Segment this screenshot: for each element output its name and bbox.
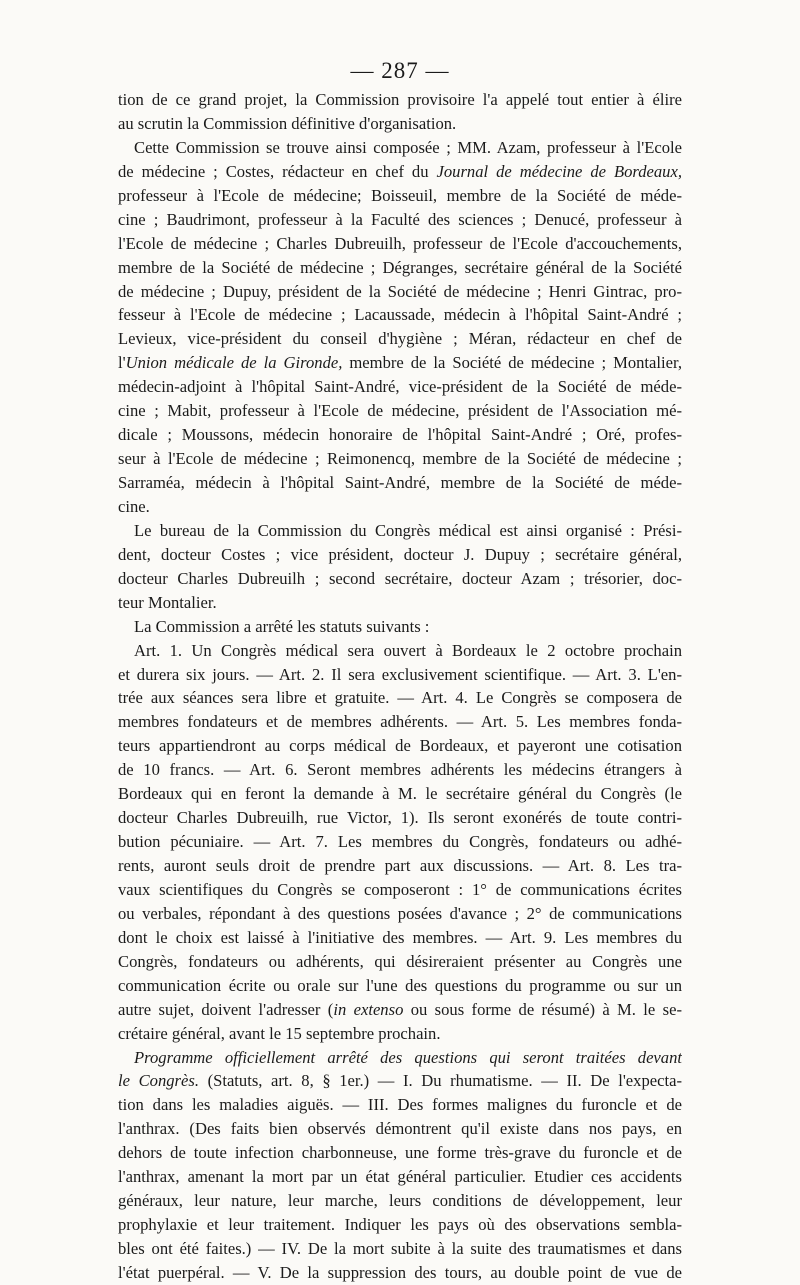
text-segment: membre de la Société de médecine ; Dégranges, secrétaire général de la Société — [118, 257, 682, 277]
text-line — [118, 567, 682, 591]
text-line — [118, 974, 682, 998]
text-segment: dont le choix est laissé à l'initiative des membres. — Art. 9. Les membres du — [118, 927, 682, 947]
text-segment: cine. — [118, 496, 150, 516]
text-segment: ou verbales, répondant à des questions posées d'avance ; 2° de communications — [118, 903, 682, 923]
text-segment: Levieux, vice-président du conseil d'hygiène ; Méran, rédacteur en chef de — [118, 329, 682, 349]
text-segment: teurs appartiendront au corps médical de Bordeaux, et payeront une cotisation — [118, 736, 682, 756]
text-segment: Congrès, fondateurs ou adhérents, qui désireraient présenter au Congrès une — [118, 951, 682, 971]
text-line — [118, 160, 682, 184]
text-line — [118, 1165, 682, 1189]
text-segment: tion dans les maladies aiguës. — III. Des formes malignes du furoncle et de — [118, 1095, 682, 1115]
text-line — [118, 1237, 682, 1261]
text-line — [118, 256, 682, 280]
text-line — [118, 1022, 682, 1046]
text-segment: tion de ce grand projet, la Commission provisoire l'a appelé tout entier à élire — [118, 90, 682, 109]
text-line — [118, 184, 682, 208]
text-segment: de médecine ; Dupuy, président de la Société de médecine ; Henri Gintrac, pro- — [118, 281, 682, 301]
text-line — [118, 447, 682, 471]
text-segment: docteur Charles Dubreuilh, rue Victor, 1). Ils seront exonérés de toute contri- — [118, 808, 682, 828]
text-segment: Art. 1. Un Congrès médical sera ouvert à Bordeaux le 2 octobre prochain — [134, 640, 682, 660]
text-line — [118, 686, 682, 710]
text-segment: dicale ; Moussons, médecin honoraire de l'hôpital Saint-André ; Oré, profes- — [118, 425, 682, 445]
text-segment: teur Montalier. — [118, 592, 217, 612]
text-line — [118, 1261, 682, 1285]
text-line — [118, 639, 682, 663]
text-segment: et durera six jours. — Art. 2. Il sera exclusivement scientifique. — Art. 3. L'en- — [118, 664, 682, 684]
text-segment: professeur à l'Ecole de médecine; Boisseuil, membre de la Société de méde- — [118, 185, 682, 205]
text-line — [118, 423, 682, 447]
text-line — [118, 303, 682, 327]
text-segment: crétaire général, avant le 15 septembre prochain. — [118, 1023, 441, 1043]
text-segment: ou sous forme de résumé) à M. le se- — [403, 999, 682, 1019]
text-line — [118, 232, 682, 256]
text-segment: membre de la Société de médecine ; Montalier, — [342, 353, 682, 373]
text-segment: de médecine ; Costes, rédacteur en chef du — [118, 161, 437, 181]
text-line — [118, 1069, 682, 1093]
text-segment: prophylaxie et leur traitement. Indiquer les pays où des observations sembla- — [118, 1215, 682, 1235]
text-segment: au scrutin la Commission définitive d'organisation. — [118, 113, 457, 133]
text-segment: (Statuts, art. 8, § 1er.) — I. Du rhumatisme. — II. De l'expecta- — [198, 1071, 682, 1091]
text-line — [118, 854, 682, 878]
text-segment: l'anthrax. (Des faits bien observés démontrent qu'il existe dans nos pays, en — [118, 1119, 682, 1139]
text-line — [118, 351, 682, 375]
text-line — [118, 280, 682, 304]
text-segment: l'anthrax, amenant la mort par un état général particulier. Etudier ces accidents — [118, 1167, 682, 1187]
text-segment: trée aux séances sera libre et gratuite. — Art. 4. Le Congrès se composera de — [118, 688, 682, 708]
italic-text: Journal de médecine de Bordeaux, — [436, 161, 682, 181]
text-line — [118, 1046, 682, 1070]
text-line — [118, 1117, 682, 1141]
text-segment: Bordeaux qui en feront la demande à M. le secrétaire général du Congrès (le — [118, 784, 682, 804]
text-segment: docteur Charles Dubreuilh ; second secrétaire, docteur Azam ; trésorier, doc- — [118, 568, 682, 588]
text-line — [118, 1141, 682, 1165]
italic-text: Union médicale de la Gironde, — [125, 353, 343, 373]
text-line — [118, 615, 682, 639]
body-text — [118, 88, 682, 1285]
text-line — [118, 327, 682, 351]
text-segment: l'Ecole de médecine ; Charles Dubreuilh, professeur de l'Ecole d'accouchements, — [118, 233, 682, 253]
text-line — [118, 208, 682, 232]
text-line — [118, 591, 682, 615]
text-segment: Cette Commission se trouve ainsi composée ; MM. Azam, professeur à l'Ecole — [134, 137, 682, 157]
text-line — [118, 663, 682, 687]
text-line — [118, 375, 682, 399]
text-segment: seur à l'Ecole de médecine ; Reimonencq, membre de la Société de médecine ; — [118, 449, 682, 469]
text-line — [118, 399, 682, 423]
text-segment: vaux scientifiques du Congrès se composeront : 1° de communications écrites — [118, 879, 682, 899]
text-segment: dehors de toute infection charbonneuse, une forme très-grave du furoncle et de — [118, 1143, 682, 1163]
italic-text: in extenso — [333, 999, 404, 1019]
text-line — [118, 112, 682, 136]
text-segment: l' — [118, 353, 126, 373]
text-line — [118, 1189, 682, 1213]
text-line — [118, 495, 682, 519]
text-segment: Sarraméa, médecin à l'hôpital Saint-André, membre de la Société de méde- — [118, 473, 682, 492]
text-line — [118, 758, 682, 782]
text-line — [118, 1213, 682, 1237]
text-segment: rents, auront seuls droit de prendre part aux discussions. — Art. 8. Les tra- — [118, 856, 682, 875]
text-segment: l'état puerpéral. — V. De la suppression des tours, au double point de vue de — [118, 1262, 682, 1282]
italic-text: le Congrès. — [118, 1071, 199, 1091]
text-line — [118, 926, 682, 950]
text-segment: Le bureau de la Commission du Congrès médical est ainsi organisé : Prési- — [134, 520, 682, 540]
text-line — [118, 902, 682, 926]
text-line — [118, 782, 682, 806]
text-line — [118, 734, 682, 758]
text-segment: communication écrite ou orale sur l'une des questions du programme ou sur un — [118, 975, 682, 995]
text-segment: La Commission a arrêté les statuts suivants : — [134, 616, 430, 636]
text-line — [118, 878, 682, 902]
text-segment: de 10 francs. — Art. 6. Seront membres adhérents les médecins étrangers à — [118, 760, 682, 780]
text-segment: bles ont été faites.) — IV. De la mort subite à la suite des traumatismes et dans — [118, 1239, 682, 1258]
text-line — [118, 710, 682, 734]
text-line — [118, 136, 682, 160]
text-segment: dent, docteur Costes ; vice président, docteur J. Dupuy ; secrétaire général, — [118, 544, 682, 564]
page-number: — 287 — — [350, 58, 450, 83]
italic-text: Programme officiellement arrêté des questions qui seront traitées devant — [134, 1047, 682, 1067]
text-segment: cine ; Baudrimont, professeur à la Faculté des sciences ; Denucé, professeur à — [118, 209, 682, 229]
text-line — [118, 88, 682, 112]
text-segment: bution pécuniaire. — Art. 7. Les membres du Congrès, fondateurs ou adhé- — [118, 832, 682, 852]
text-segment: membres fondateurs et de membres adhérents. — Art. 5. Les membres fonda- — [118, 712, 682, 732]
text-segment: fesseur à l'Ecole de médecine ; Lacaussade, médecin à l'hôpital Saint-André ; — [118, 305, 682, 325]
text-segment: médecin-adjoint à l'hôpital Saint-André, vice-président de la Société de méde- — [118, 377, 682, 397]
text-line — [118, 998, 682, 1022]
text-line — [118, 830, 682, 854]
text-segment: autre sujet, doivent l'adresser ( — [118, 999, 334, 1019]
text-segment: cine ; Mabit, professeur à l'Ecole de médecine, président de l'Association mé- — [118, 401, 682, 421]
text-line — [118, 543, 682, 567]
text-line — [118, 950, 682, 974]
text-line — [118, 519, 682, 543]
text-line — [118, 471, 682, 495]
text-line — [118, 1093, 682, 1117]
text-segment: généraux, leur nature, leur marche, leurs conditions de développement, leur — [118, 1191, 682, 1211]
text-line — [118, 806, 682, 830]
